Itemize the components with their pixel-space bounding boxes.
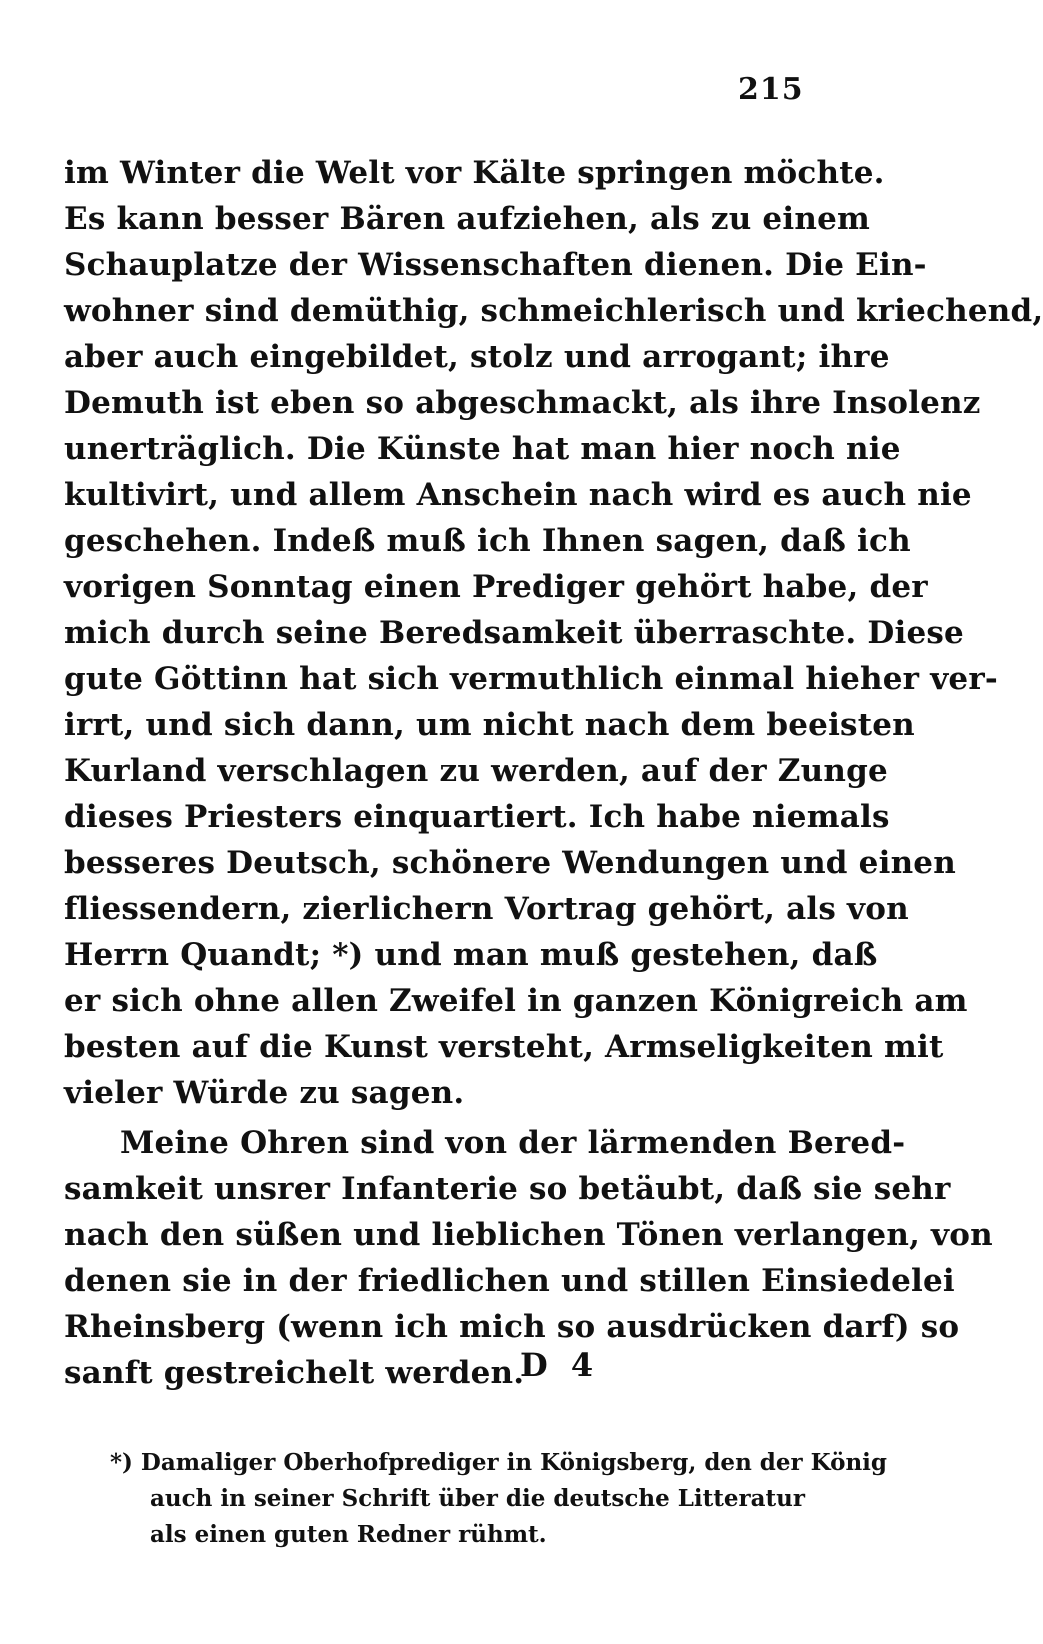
text-line: er sich ohne allen Zweifel in ganzen Königreich am (64, 983, 968, 1019)
text-line: mich durch seine Beredsamkeit überraschte. Diese (64, 615, 964, 651)
text-line: besten auf die Kunst versteht, Armseligkeiten mit (64, 1029, 944, 1065)
paragraph-2 (64, 1120, 993, 1396)
footnote-line: als einen guten Redner rühmt. (150, 1521, 547, 1548)
footnote-line: *) Damaliger Oberhofprediger in Königsberg, den der König (110, 1449, 888, 1476)
page-number: 215 (738, 72, 804, 107)
text-line: irrt, und sich dann, um nicht nach dem beeisten (64, 707, 915, 743)
text-line: Es kann besser Bären aufziehen, als zu einem (64, 201, 870, 237)
text-line: geschehen. Indeß muß ich Ihnen sagen, daß ich (64, 523, 911, 559)
text-line: Rheinsberg (wenn ich mich so ausdrücken darf) so (64, 1309, 960, 1345)
text-line: Kurland verschlagen zu werden, auf der Zunge (64, 753, 888, 789)
text-line: Demuth ist eben so abgeschmackt, als ihre Insolenz (64, 385, 981, 421)
footnote-line: auch in seiner Schrift über die deutsche Litteratur (150, 1485, 806, 1512)
text-line: Herrn Quandt; *) und man muß gestehen, daß (64, 937, 878, 973)
paragraph-1 (64, 150, 1043, 1116)
text-line: besseres Deutsch, schönere Wendungen und einen (64, 845, 956, 881)
text-line: im Winter die Welt vor Kälte springen möchte. (64, 155, 885, 191)
text-line: Meine Ohren sind von der lärmenden Bered- (120, 1125, 906, 1161)
footnote (110, 1445, 888, 1553)
text-line: aber auch eingebildet, stolz und arrogant; ihre (64, 339, 890, 375)
text-line: kultivirt, und allem Anschein nach wird es auch nie (64, 477, 972, 513)
signature-mark: D 4 (520, 1346, 600, 1384)
text-line: vieler Würde zu sagen. (64, 1075, 465, 1111)
text-line: wohner sind demüthig, schmeichlerisch und kriechend, (64, 293, 1043, 329)
text-line: denen sie in der friedlichen und stillen Einsiedelei (64, 1263, 955, 1299)
text-line: Schauplatze der Wissenschaften dienen. Die Ein- (64, 247, 927, 283)
text-line: sanft gestreichelt werden. (64, 1355, 525, 1391)
text-line: unerträglich. Die Künste hat man hier noch nie (64, 431, 901, 467)
text-line: vorigen Sonntag einen Prediger gehört habe, der (64, 569, 928, 605)
text-line: fliessendern, zierlichern Vortrag gehört, als von (64, 891, 909, 927)
text-line: gute Göttinn hat sich vermuthlich einmal hieher ver- (64, 661, 998, 697)
text-line: samkeit unsrer Infanterie so betäubt, daß sie sehr (64, 1171, 951, 1207)
main-text (64, 150, 1043, 1396)
text-line: dieses Priesters einquartiert. Ich habe niemals (64, 799, 890, 835)
text-line: nach den süßen und lieblichen Tönen verlangen, von (64, 1217, 993, 1253)
